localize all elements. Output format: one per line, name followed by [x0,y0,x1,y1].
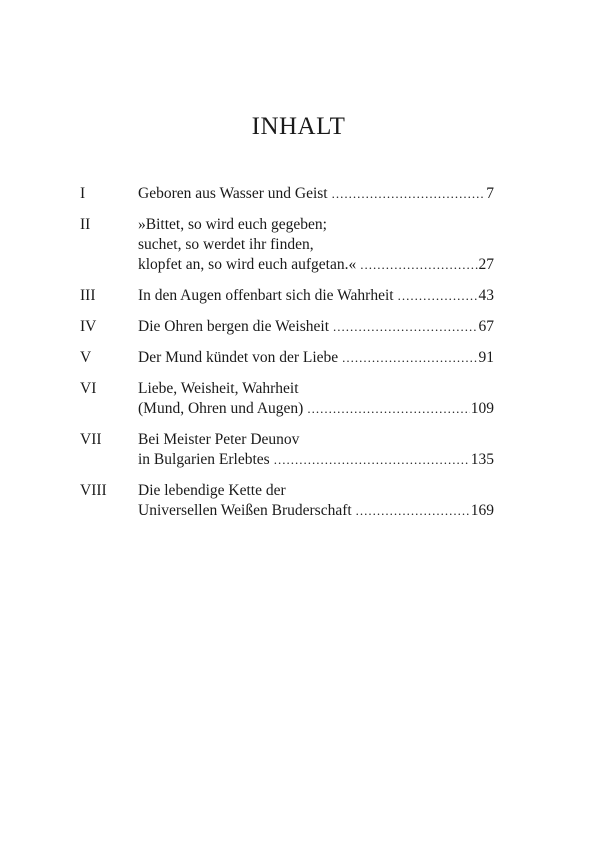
page-number: 135 [470,451,494,468]
chapter-title-line: Die lebendige Kette der [138,482,286,499]
leader-dots [342,348,477,368]
chapter-number: II [80,216,91,233]
toc-entry-2 [80,215,494,275]
chapter-number: VI [80,380,97,397]
chapter-title: Universellen Weißen Bruderschaft [138,502,352,519]
chapter-number: IV [80,318,97,335]
leader-dots [332,184,486,204]
chapter-title: Der Mund kündet von der Liebe [138,349,339,366]
toc-entry-3 [80,286,494,306]
page-number: 109 [470,400,494,417]
chapter-title-line: suchet, so werdet ihr finden, [138,236,314,253]
toc-entry-7 [80,430,494,470]
toc-entry-8 [80,481,494,521]
leader-dots [360,255,477,275]
chapter-title-line: Liebe, Weisheit, Wahrheit [138,380,299,397]
chapter-title-line: »Bittet, so wird euch gegeben; [138,216,327,233]
page-number: 27 [478,256,494,273]
chapter-title: (Mund, Ohren und Augen) [138,400,304,417]
chapter-number: III [80,287,96,304]
toc-entry-1 [80,184,494,204]
page-number: 7 [486,185,494,202]
page-number: 169 [470,502,494,519]
leader-dots [398,286,478,306]
chapter-title: Geboren aus Wasser und Geist [138,185,328,202]
chapter-title-line: Bei Meister Peter Deunov [138,431,300,448]
toc-entry-6 [80,379,494,419]
page-number: 43 [478,287,494,304]
page-title: INHALT [251,113,346,140]
chapter-title: in Bulgarien Erlebtes [138,451,270,468]
toc-entry-5 [80,348,494,368]
leader-dots [333,317,477,337]
leader-dots [274,450,470,470]
leader-dots [307,399,469,419]
chapter-title: Die Ohren bergen die Weisheit [138,318,330,335]
chapter-title: klopfet an, so wird euch aufgetan.« [138,256,357,273]
leader-dots [356,501,470,521]
chapter-number: V [80,349,92,366]
chapter-title: In den Augen offenbart sich die Wahrheit [138,287,394,304]
table-of-contents [80,184,494,532]
chapter-number: VIII [80,482,107,499]
page-number: 67 [478,318,494,335]
page-number: 91 [478,349,494,366]
chapter-number: VII [80,431,102,448]
toc-entry-4 [80,317,494,337]
chapter-number: I [80,185,86,202]
